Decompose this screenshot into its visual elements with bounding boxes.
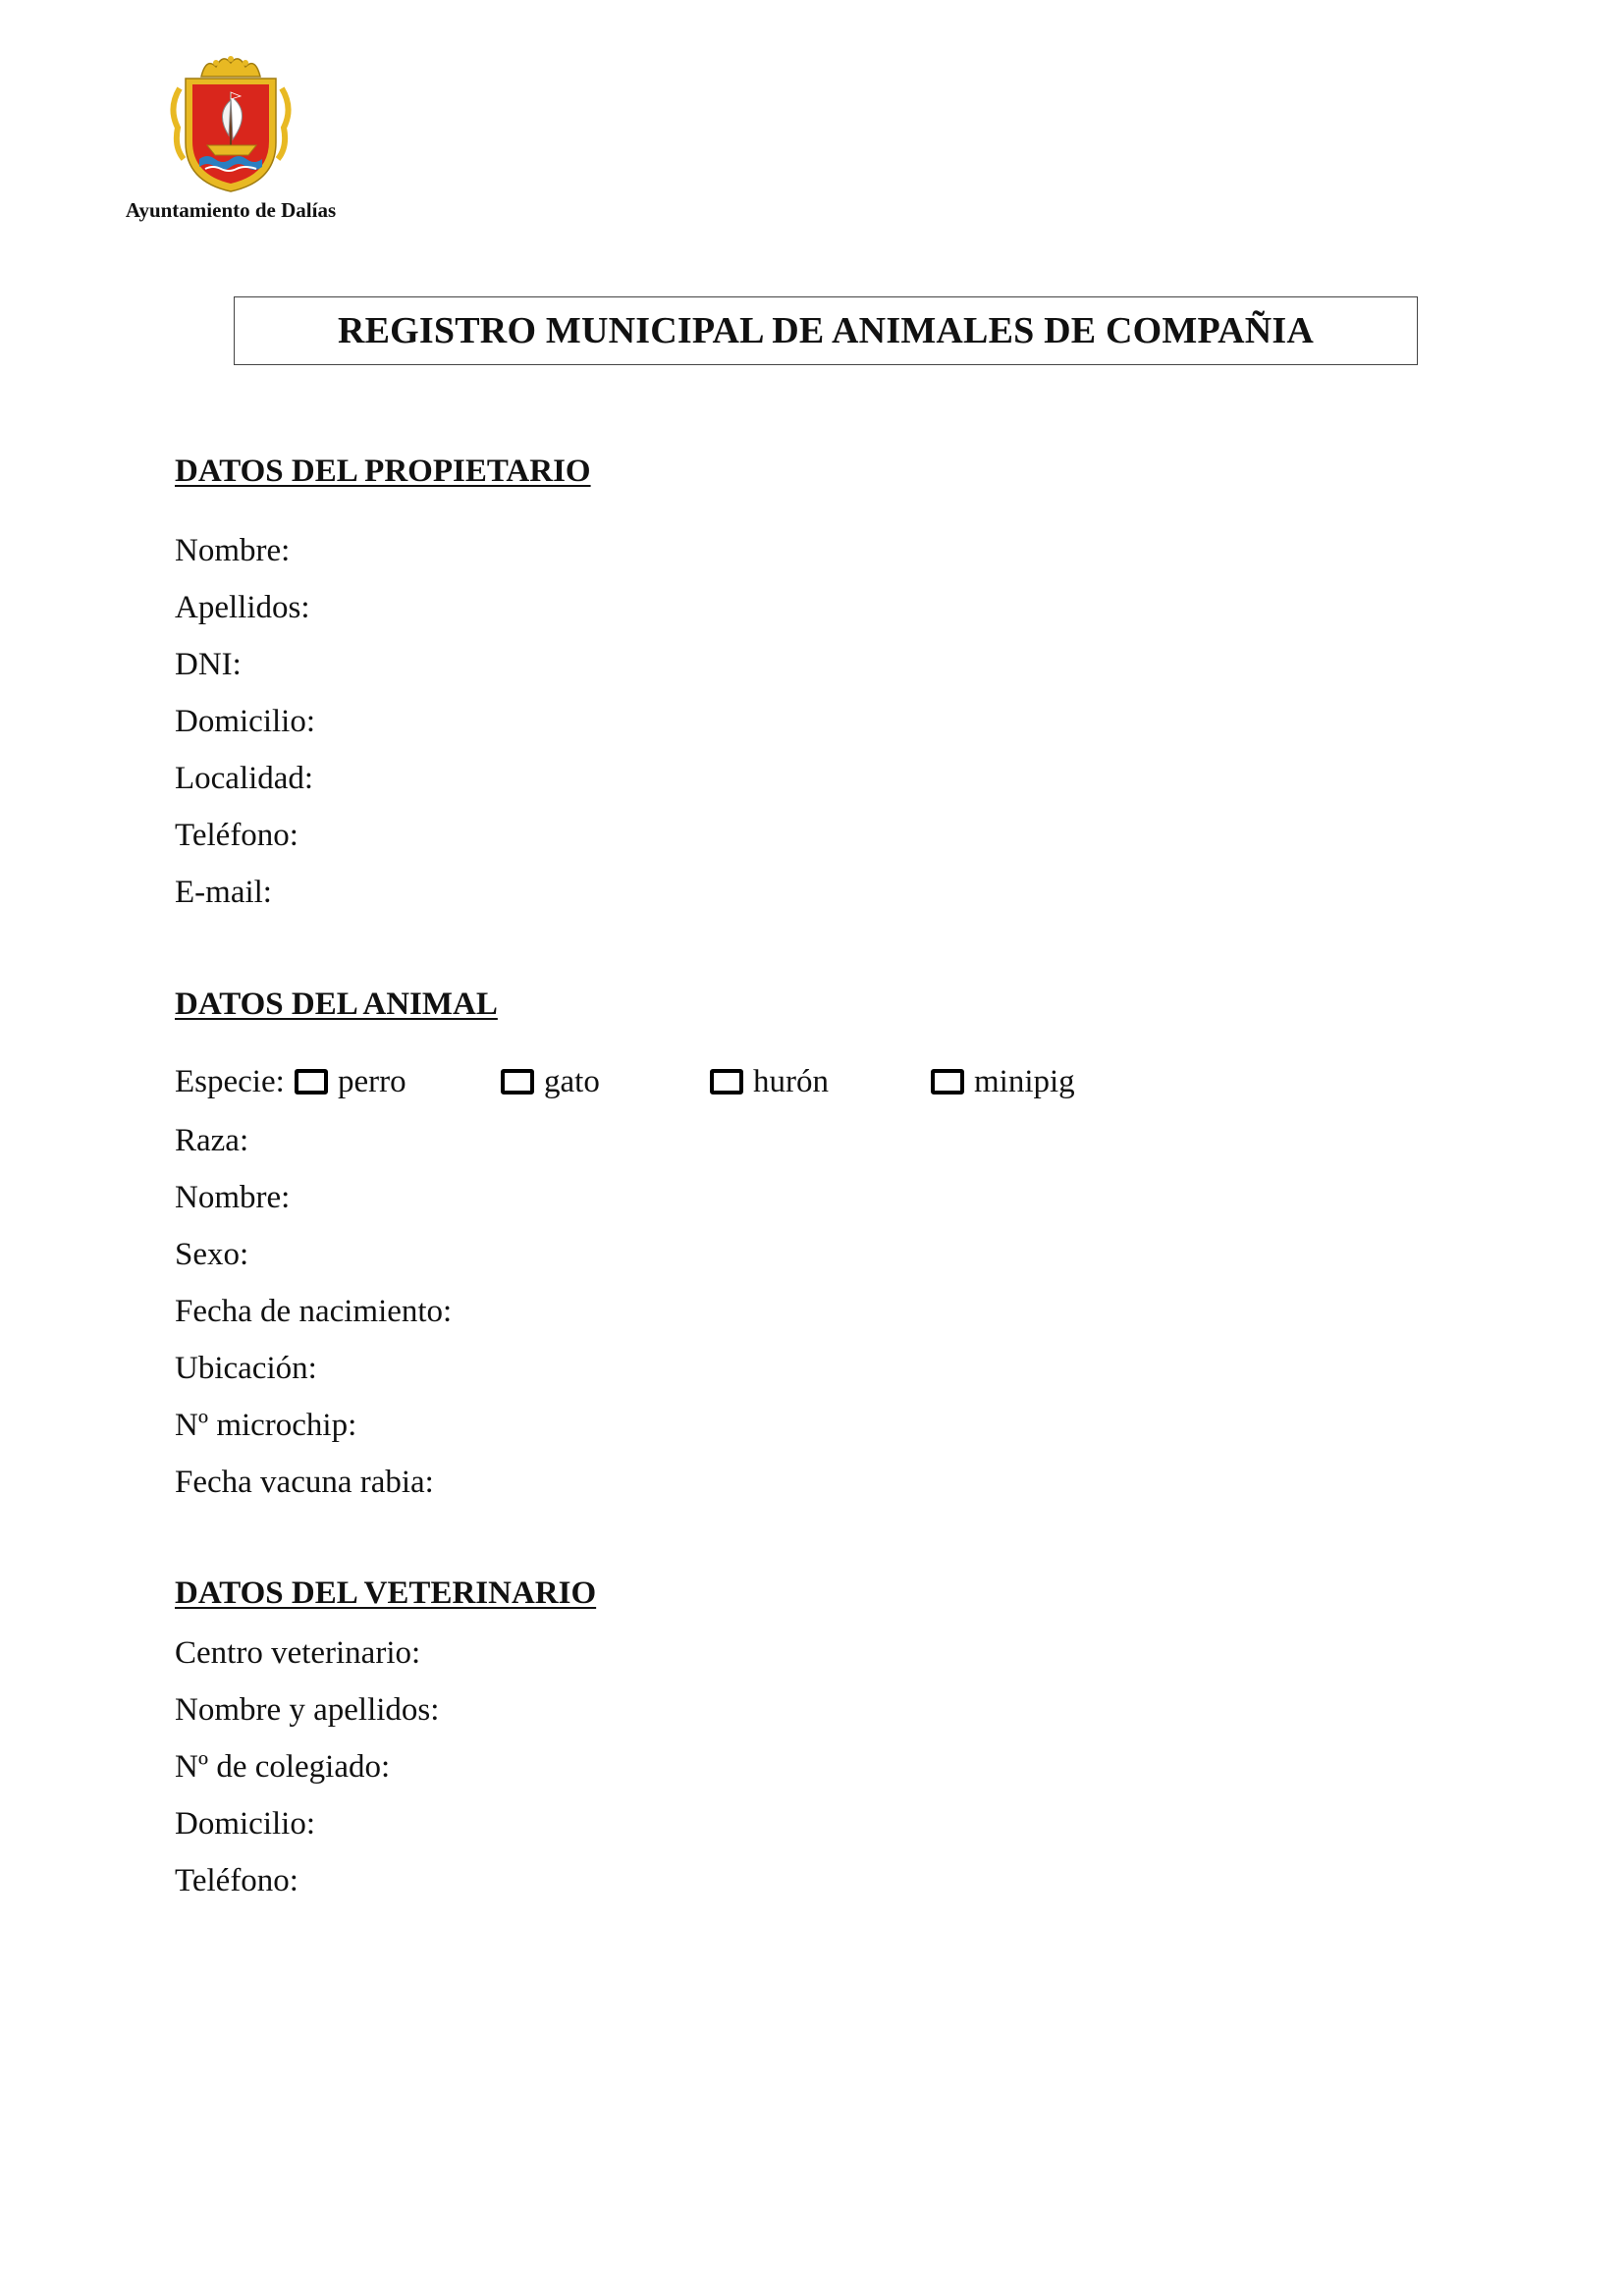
species-label: Especie: (175, 1064, 285, 1099)
checkbox-minipig[interactable] (931, 1069, 964, 1095)
animal-field-vacuna-rabia: Fecha vacuna rabia: (175, 1465, 434, 1500)
animal-field-sexo: Sexo: (175, 1237, 249, 1272)
owner-field-localidad: Localidad: (175, 761, 314, 796)
header-logo (98, 49, 363, 223)
species-option-label: minipig (974, 1063, 1075, 1099)
form-title: REGISTRO MUNICIPAL DE ANIMALES DE COMPAÑIA (337, 310, 1315, 351)
animal-field-ubicacion: Ubicación: (175, 1351, 317, 1386)
checkbox-perro[interactable] (295, 1069, 328, 1095)
species-option-huron[interactable] (710, 1060, 829, 1103)
species-option-label: perro (338, 1063, 406, 1099)
species-option-label: hurón (753, 1063, 829, 1099)
owner-field-nombre: Nombre: (175, 533, 291, 568)
owner-section-heading: DATOS DEL PROPIETARIO (175, 454, 591, 489)
vet-field-telefono: Teléfono: (175, 1863, 298, 1898)
vet-field-colegiado: Nº de colegiado: (175, 1749, 391, 1785)
owner-field-email: E-mail: (175, 875, 272, 910)
species-option-perro[interactable] (295, 1060, 406, 1103)
owner-field-telefono: Teléfono: (175, 818, 298, 853)
animal-field-nombre: Nombre: (175, 1180, 291, 1215)
form-title-box (234, 296, 1418, 365)
animal-field-fecha-nacimiento: Fecha de nacimiento: (175, 1294, 453, 1329)
species-row (175, 1060, 1255, 1103)
vet-section-heading: DATOS DEL VETERINARIO (175, 1575, 597, 1611)
checkbox-huron[interactable] (710, 1069, 743, 1095)
vet-field-domicilio: Domicilio: (175, 1806, 315, 1842)
owner-field-apellidos: Apellidos: (175, 590, 310, 625)
vet-field-nombre-apellidos: Nombre y apellidos: (175, 1692, 440, 1728)
owner-field-dni: DNI: (175, 647, 242, 682)
vet-field-centro: Centro veterinario: (175, 1635, 421, 1671)
species-option-label: gato (544, 1063, 600, 1099)
species-option-gato[interactable] (501, 1060, 600, 1103)
checkbox-gato[interactable] (501, 1069, 534, 1095)
animal-field-raza: Raza: (175, 1123, 249, 1158)
animal-section-heading: DATOS DEL ANIMAL (175, 987, 498, 1022)
species-option-minipig[interactable] (931, 1060, 1075, 1103)
coat-of-arms-logo (162, 49, 299, 196)
owner-field-domicilio: Domicilio: (175, 704, 315, 739)
animal-field-microchip: Nº microchip: (175, 1408, 357, 1443)
organization-name: Ayuntamiento de Dalías (125, 198, 337, 222)
